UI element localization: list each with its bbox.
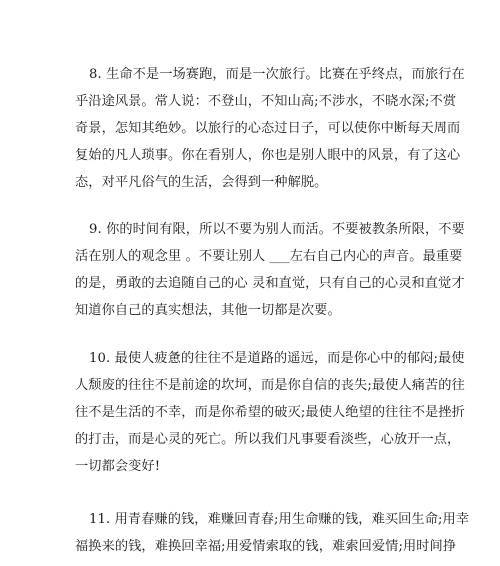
paragraph-line: 8. 生命不是一场赛跑，而是一次旅行。比赛在乎终点，而旅行在: [89, 67, 465, 82]
paragraph-line: 态，对平凡俗气的生活，会得到一种解脱。: [75, 175, 328, 190]
paragraph-9: [75, 216, 465, 324]
paragraph-line: 的是，勇敢的去追随自己的心 灵和直觉，只有自己的心灵和直觉才: [75, 276, 465, 291]
paragraph-10: [75, 345, 465, 480]
paragraph-line: 奇景，怎知其绝妙。以旅行的心态过日子，可以使你中断每天周而: [75, 121, 461, 136]
paragraph-line: 9. 你的时间有限，所以不要为别人而活。不要被教条所限，不要: [89, 222, 465, 237]
paragraph-11: [75, 506, 470, 560]
paragraph-line: 的打击，而是心灵的死亡。所以我们凡事要看淡些，心放开一点，: [75, 432, 461, 447]
paragraph-line: 10. 最使人疲惫的往往不是道路的遥远，而是你心中的郁闷;最使: [89, 351, 465, 366]
paragraph-8: [75, 61, 465, 196]
paragraph-line: 人颓废的往往不是前途的坎坷，而是你自信的丧失;最使人痛苦的往: [75, 378, 465, 393]
paragraph-line: 乎沿途风景。常人说：不登山，不知山高;不涉水，不晓水深;不赏: [75, 94, 457, 109]
paragraph-line: 11. 用青春赚的钱，难赚回青春;用生命赚的钱，难买回生命;用幸: [89, 512, 470, 527]
paragraph-line: 复始的凡人琐事。你在看别人，你也是别人眼中的风景，有了这心: [75, 148, 461, 163]
paragraph-line: 往不是生活的不幸，而是你希望的破灭;最使人绝望的往往不是挫折: [75, 405, 465, 420]
paragraph-line: 活在别人的观念里 。不要让别人 ___左右自己内心的声音。最重要: [75, 249, 463, 264]
paragraph-line: 一切都会变好!: [75, 459, 161, 474]
paragraph-line: 知道你自己的真实想法，其他一切都是次要。: [75, 303, 341, 318]
paragraph-line: 福换来的钱，难换回幸福;用爱情索取的钱，难索回爱情;用时间挣: [75, 539, 457, 554]
